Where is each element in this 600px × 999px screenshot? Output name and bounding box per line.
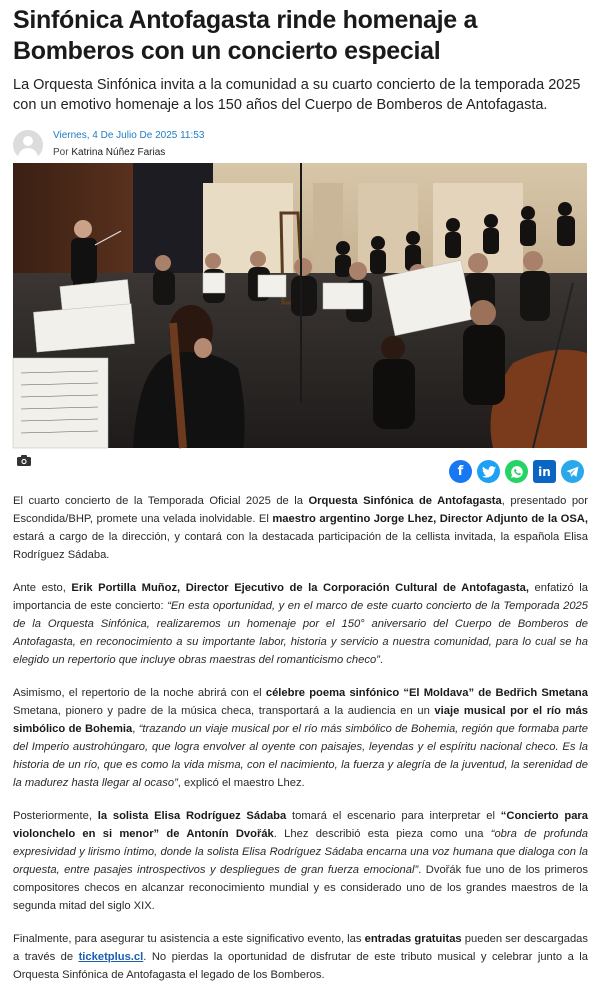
publish-date: Viernes, 4 De Julio De 2025 11:53 xyxy=(53,130,205,141)
paragraph-3: Asimismo, el repertorio de la noche abrirá con el célebre poema sinfónico “El Moldava” de Bedřich Smetana Smetana, pionero y padre de la música checa, transportará a la audiencia en un viaje musical por el río más simbólico de Bohemia, “trazando un viaje musical por el río más simbólico de Bohemia, región que formaba parte del Imperio austrohúngaro, que logra envolver al oyente con paisajes, leyendas y el espíritu nacional checo. Es la historia de un río, que es como la vida misma, con el nacimiento, la fuerza y alegría de la juventud, la serenidad de la madurez hasta llegar al ocaso”, explicó el maestro Lhez. xyxy=(13,687,588,789)
telegram-icon[interactable] xyxy=(561,460,584,483)
article-photo[interactable] xyxy=(13,163,587,448)
whatsapp-icon[interactable] xyxy=(505,460,528,483)
article-lead: La Orquesta Sinfónica invita a la comunidad a su cuarto concierto de la temporada 2025 con un emotivo homenaje a los 150 años del Cuerpo de Bomberos de Antofagasta. xyxy=(13,77,581,113)
paragraph-5: Finalmente, para asegurar tu asistencia a este significativo evento, las entradas gratuitas pueden ser descargadas a través de ticketplus.cl. No pierdas la oportunidad de disfrutar de este tributo musical y celebrar junto a la Orquesta Sinfónica de Antofagasta el legado de los Bomberos. xyxy=(13,933,588,981)
article-body xyxy=(13,492,588,999)
twitter-icon[interactable] xyxy=(477,460,500,483)
ticketplus-link[interactable]: ticketplus.cl xyxy=(78,951,144,963)
author-avatar xyxy=(13,130,43,160)
linkedin-icon[interactable]: in xyxy=(533,460,556,483)
facebook-icon[interactable]: f xyxy=(449,460,472,483)
author-name[interactable]: Katrina Núñez Farias xyxy=(71,147,166,158)
share-bar xyxy=(449,460,584,484)
article-headline: Sinfónica Antofagasta rinde homenaje a Bomberos con un concierto especial xyxy=(13,6,478,65)
paragraph-2: Ante esto, Erik Portilla Muñoz, Director Ejecutivo de la Corporación Cultural de Antofagasta, enfatizó la importancia de este concierto: “En esta oportunidad, y en el marco de este cuarto concierto de la Temporada 2025 de la Orquesta Sinfónica, realizaremos un homenaje por el 150° aniversario del Cuerpo de Bomberos de Antofagasta, en reconocimiento a su importante labor, historia y servicio a nuestra comunidad, para lo cual se ha elegido un repertorio que incluye obras maestras del romanticismo checo”. xyxy=(13,582,588,666)
author-line xyxy=(53,147,165,158)
author-prefix: Por xyxy=(53,147,69,158)
paragraph-1: El cuarto concierto de la Temporada Oficial 2025 de la Orquesta Sinfónica de Antofagasta, presentado por Escondida/BHP, promete una velada inolvidable. El maestro argentino Jorge Lhez, Director Adjunto de la OSA, estará a cargo de la dirección, y contará con la destacada participación de la cellista invitada, la española Elisa Rodríguez Sádaba. xyxy=(13,495,588,561)
camera-icon[interactable] xyxy=(17,455,31,466)
paragraph-4: Posteriormente, la solista Elisa Rodríguez Sádaba tomará el escenario para interpretar el “Concierto para violonchelo en si menor” de Antonín Dvořák. Lhez describió esta pieza como una “obra de profunda expresividad y lirismo íntimo, donde la solista Elisa Rodríguez Sádaba encarna una voz humana que dialoga con la orquesta, entre pasajes introspectivos y despliegues de gran fuerza emocional”. Dvořák fue uno de los primeros compositores checos en alcanzar reconocimiento mundial y es considerado uno de los grandes maestros de la segunda mitad del siglo XIX. xyxy=(13,810,589,912)
byline xyxy=(13,127,313,163)
